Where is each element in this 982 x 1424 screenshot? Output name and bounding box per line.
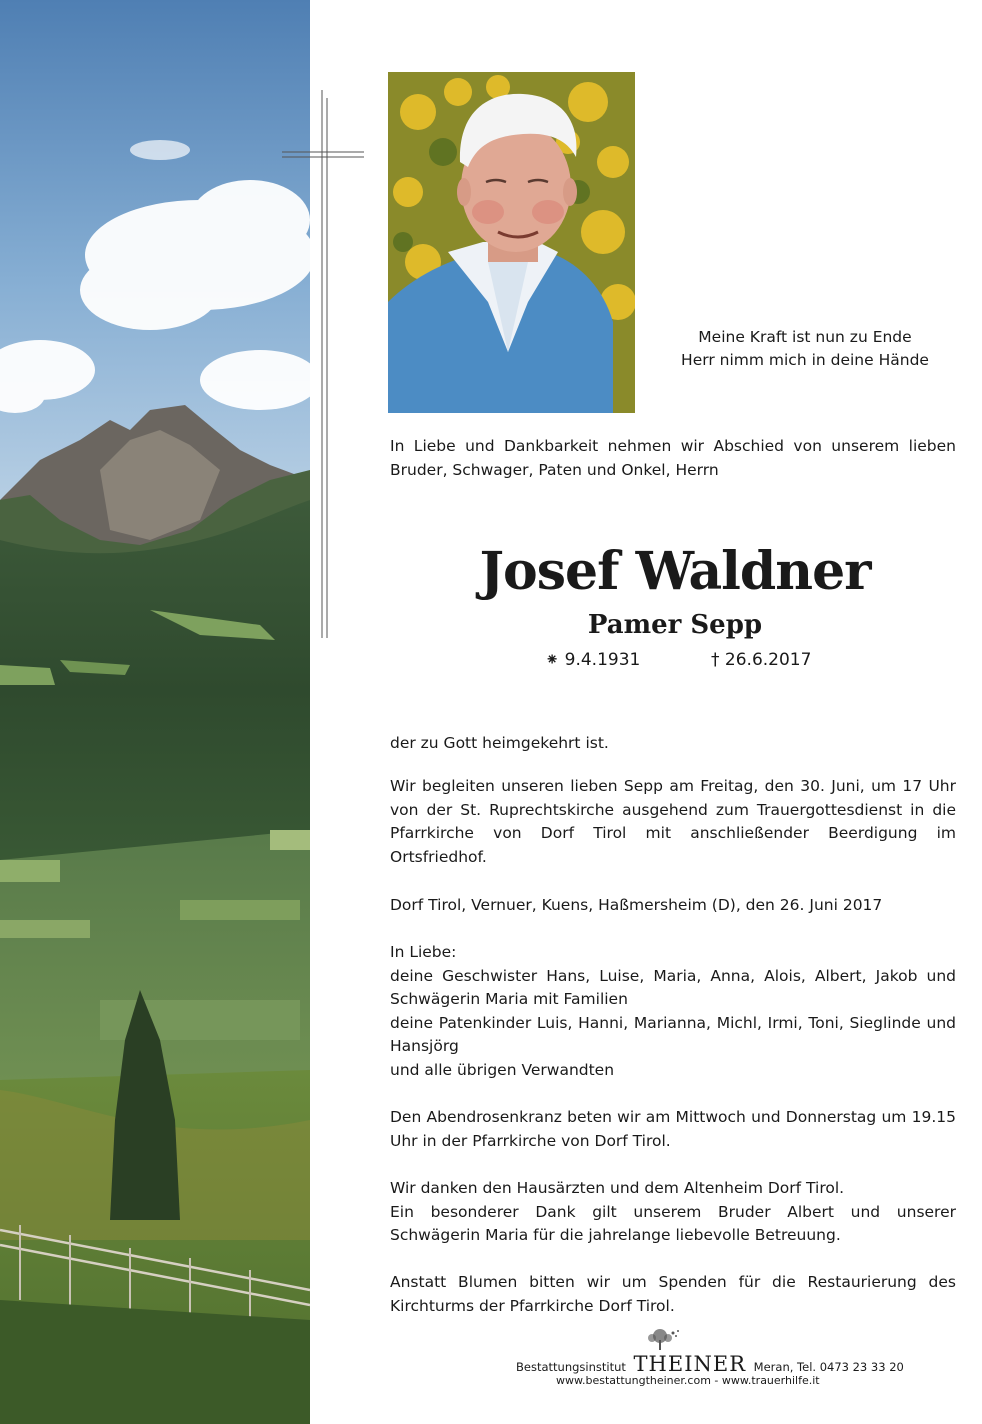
deceased-nickname: Pamer Sepp bbox=[587, 610, 763, 640]
mourners-line: und alle übrigen Verwandten bbox=[390, 1060, 615, 1079]
verse-line: Herr nimm mich in deine Hände bbox=[681, 351, 929, 369]
footer-websites: www.bestattungtheiner.com - www.trauerhilfe.it bbox=[556, 1374, 820, 1387]
portrait-photo bbox=[388, 72, 635, 413]
mourners-heading: In Liebe: bbox=[390, 943, 457, 961]
funeral-paragraph: Wir begleiten unseren lieben Sepp am Freitag, den 30. Juni, um 17 Uhr von der St. Ruprechtskirche ausgehend zum Trauergottesdienst in die Pfarrkirche von Dorf Tirol mit anschließender Beerdigung im Ortsfriedhof. bbox=[390, 777, 956, 866]
mourners-line: deine Patenkinder Luis, Hanni, Marianna, Michl, Irmi, Toni, Sieglinde und Hansjörg bbox=[390, 1013, 956, 1055]
footer-line bbox=[516, 1352, 904, 1376]
footer-prefix: Bestattungsinstitut bbox=[516, 1360, 626, 1374]
deceased-name: Josef Waldner bbox=[479, 541, 871, 602]
intro-text bbox=[390, 435, 956, 482]
rosary-paragraph: Den Abendrosenkranz beten wir am Mittwoch und Donnerstag um 19.15 Uhr in der Pfarrkirche von Dorf Tirol. bbox=[390, 1108, 956, 1150]
brand-name: THEINER bbox=[633, 1352, 747, 1376]
birth-date: ⁕ 9.4.1931 bbox=[545, 650, 641, 670]
funeral-text bbox=[390, 775, 956, 869]
flowers-text bbox=[390, 1271, 956, 1318]
landscape-photo bbox=[0, 0, 310, 1424]
verse-line: Meine Kraft ist nun zu Ende bbox=[698, 328, 912, 346]
intro-paragraph: In Liebe und Dankbarkeit nehmen wir Abschied von unserem lieben Bruder, Schwager, Paten und Onkel, Herrn bbox=[390, 437, 956, 479]
verse bbox=[660, 326, 950, 372]
mourners bbox=[390, 941, 956, 1082]
thanks-line: Wir danken den Hausärzten und dem Altenheim Dorf Tirol. bbox=[390, 1179, 845, 1197]
thanks-line: Ein besonderer Dank gilt unserem Bruder Albert und unserer Schwägerin Maria für die jahrelange liebevolle Betreuung. bbox=[390, 1202, 956, 1244]
thanks-text bbox=[390, 1177, 956, 1248]
returned-text: der zu Gott heimgekehrt ist. bbox=[390, 734, 609, 752]
cross-icon bbox=[282, 90, 366, 640]
tree-logo-icon bbox=[640, 1328, 680, 1350]
flowers-paragraph: Anstatt Blumen bitten wir um Spenden für die Restaurierung des Kirchturms der Pfarrkirche Dorf Tirol. bbox=[390, 1273, 956, 1315]
rosary-text bbox=[390, 1106, 956, 1153]
mourners-line: deine Geschwister Hans, Luise, Maria, Anna, Alois, Albert, Jakob und Schwägerin Maria mit Familien bbox=[390, 966, 956, 1008]
funeral-home-footer bbox=[0, 1328, 982, 1388]
death-date: † 26.6.2017 bbox=[711, 650, 812, 670]
place-date: Dorf Tirol, Vernuer, Kuens, Haßmersheim (D), den 26. Juni 2017 bbox=[390, 896, 883, 914]
footer-contact: Meran, Tel. 0473 23 33 20 bbox=[753, 1360, 904, 1374]
